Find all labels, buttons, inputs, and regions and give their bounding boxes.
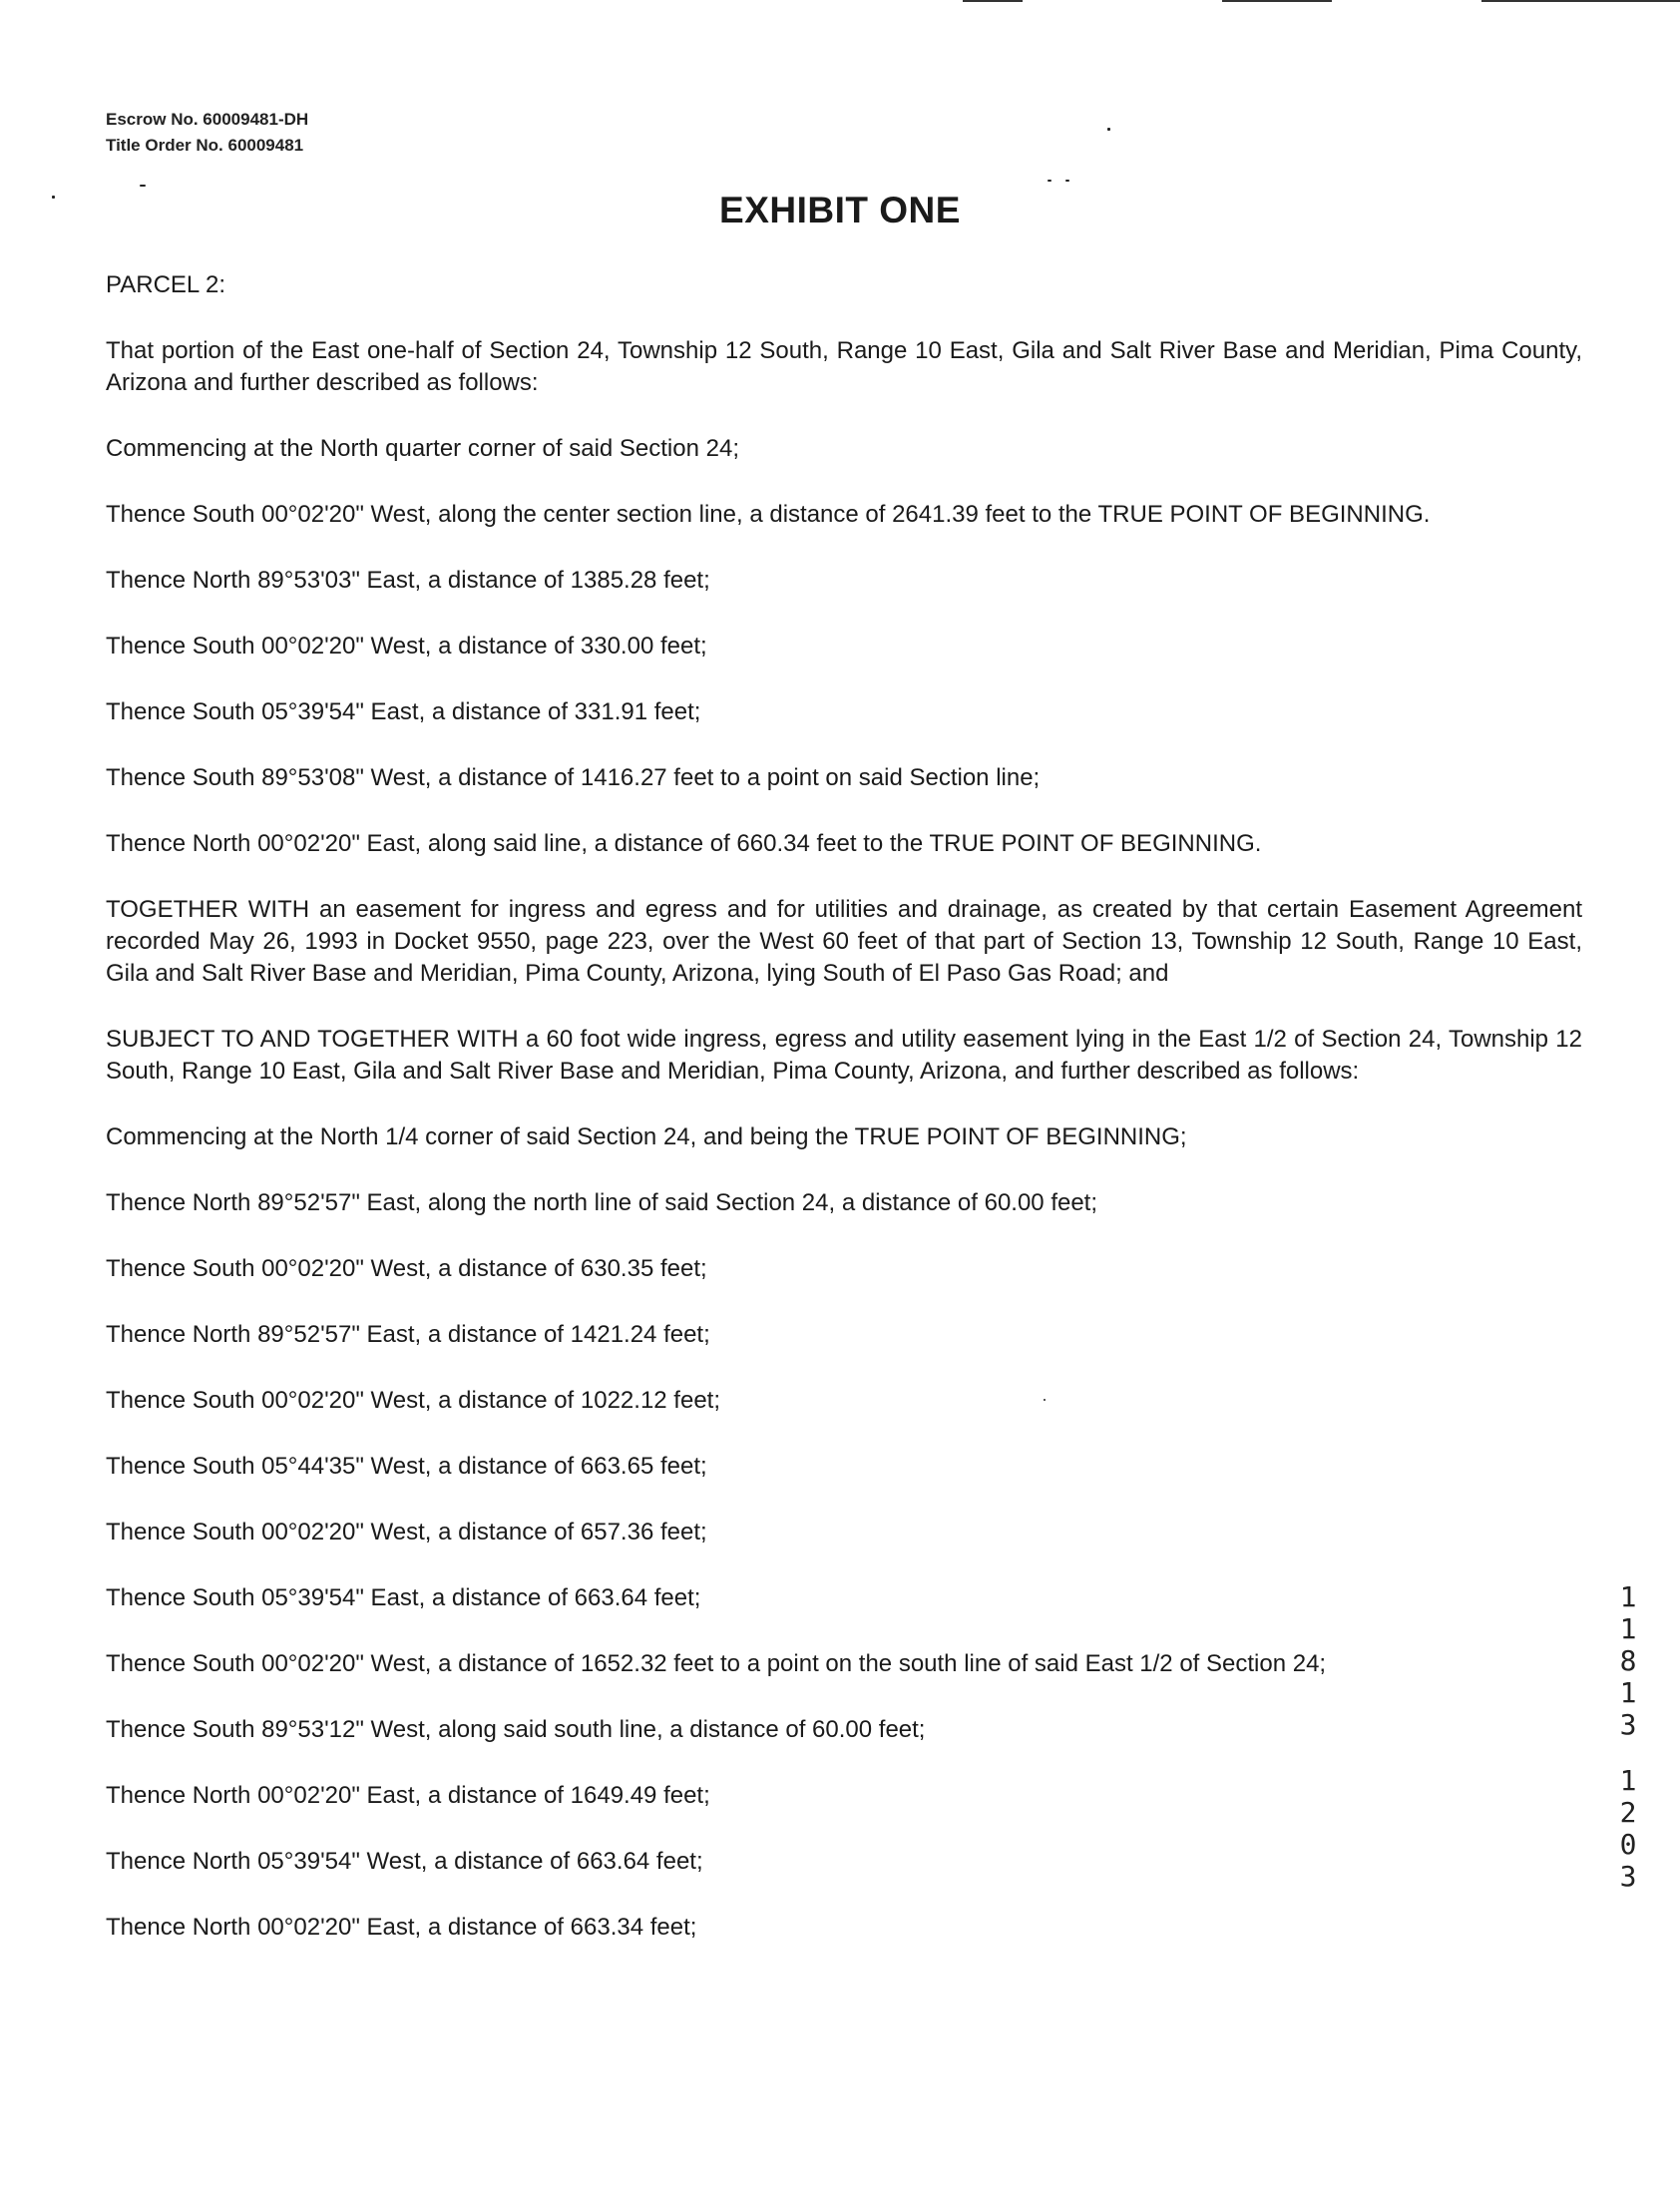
description-paragraph: Thence South 00°02'20" West, a distance of 630.35 feet;: [106, 1255, 707, 1282]
escrow-number: Escrow No. 60009481-DH: [106, 110, 309, 129]
description-paragraph: Commencing at the North 1/4 corner of said Section 24, and being the TRUE POINT OF BEGINNING;: [106, 1123, 1187, 1150]
exhibit-title: EXHIBIT ONE: [719, 190, 961, 230]
document-header: [106, 107, 308, 159]
scan-artifact-line: [1481, 0, 1680, 2]
description-paragraph: Thence North 05°39'54" West, a distance of 663.64 feet;: [106, 1848, 703, 1875]
description-paragraph: Thence South 05°39'54" East, a distance of 331.91 feet;: [106, 698, 701, 725]
description-paragraph: SUBJECT TO AND TOGETHER WITH a 60 foot wide ingress, egress and utility easement lying in the East 1/2 of Section 24, Township 12 South, Range 10 East, Gila and Salt River Base and Meridian, Pima County, Arizona, and further described as follows:: [106, 1026, 1582, 1085]
description-paragraph: Thence South 05°44'35" West, a distance of 663.65 feet;: [106, 1453, 707, 1480]
recording-stamp: [1613, 1581, 1643, 1917]
description-paragraph: That portion of the East one-half of Section 24, Township 12 South, Range 10 East, Gila and Salt River Base and Meridian, Pima County, Arizona and further described as follows:: [106, 337, 1582, 396]
description-paragraph: Thence South 89°53'12" West, along said south line, a distance of 60.00 feet;: [106, 1716, 926, 1743]
description-paragraph: Thence North 89°52'57" East, along the north line of said Section 24, a distance of 60.00 feet;: [106, 1189, 1098, 1216]
description-paragraph: Thence South 00°02'20" West, a distance of 330.00 feet;: [106, 633, 707, 660]
description-paragraph: Thence South 00°02'20" West, a distance of 1022.12 feet;: [106, 1387, 721, 1414]
description-paragraph: Thence South 89°53'08" West, a distance of 1416.27 feet to a point on said Section line;: [106, 764, 1041, 791]
scan-artifact-line: [1222, 0, 1332, 2]
description-paragraph: Thence North 89°52'57" East, a distance of 1421.24 feet;: [106, 1321, 710, 1348]
parcel-heading: PARCEL 2:: [106, 271, 226, 298]
description-paragraph: Thence South 00°02'20" West, a distance of 1652.32 feet to a point on the south line of said East 1/2 of Section 24;: [106, 1650, 1327, 1677]
description-paragraph: Thence North 00°02'20" East, along said line, a distance of 660.34 feet to the TRUE POINT OF BEGINNING.: [106, 830, 1262, 857]
description-paragraph: Thence North 00°02'20" East, a distance of 663.34 feet;: [106, 1914, 697, 1941]
description-paragraph: Thence North 89°53'03" East, a distance of 1385.28 feet;: [106, 567, 710, 594]
description-paragraph: TOGETHER WITH an easement for ingress and egress and for utilities and drainage, as created by that certain Easement Agreement recorded May 26, 1993 in Docket 9550, page 223, over the West 60 feet of that part of Section 13, Township 12 South, Range 10 East, Gila and Salt River Base and Meridian, Pima County, Arizona, lying South of El Paso Gas Road; and: [106, 896, 1582, 987]
description-paragraph: Thence South 05°39'54" East, a distance of 663.64 feet;: [106, 1584, 701, 1611]
description-paragraph: Thence South 00°02'20" West, a distance of 657.36 feet;: [106, 1519, 707, 1546]
scan-speck: [1048, 180, 1051, 182]
description-paragraph: Thence South 00°02'20" West, along the center section line, a distance of 2641.39 feet to the TRUE POINT OF BEGINNING.: [106, 501, 1431, 528]
description-paragraph: Commencing at the North quarter corner of said Section 24;: [106, 435, 739, 462]
stamp-page-number: 1 2 0 3: [1619, 1764, 1637, 1893]
legal-description: [106, 269, 1582, 1978]
scan-speck: [1065, 180, 1069, 182]
stamp-docket-number: 1 1 8 1 3: [1619, 1580, 1637, 1741]
title-order-number: Title Order No. 60009481: [106, 136, 304, 155]
description-paragraph: Thence North 00°02'20" East, a distance of 1649.49 feet;: [106, 1782, 710, 1809]
scan-artifact-line: [963, 0, 1023, 2]
scan-speck: [140, 185, 146, 187]
scan-speck: [1107, 128, 1110, 131]
